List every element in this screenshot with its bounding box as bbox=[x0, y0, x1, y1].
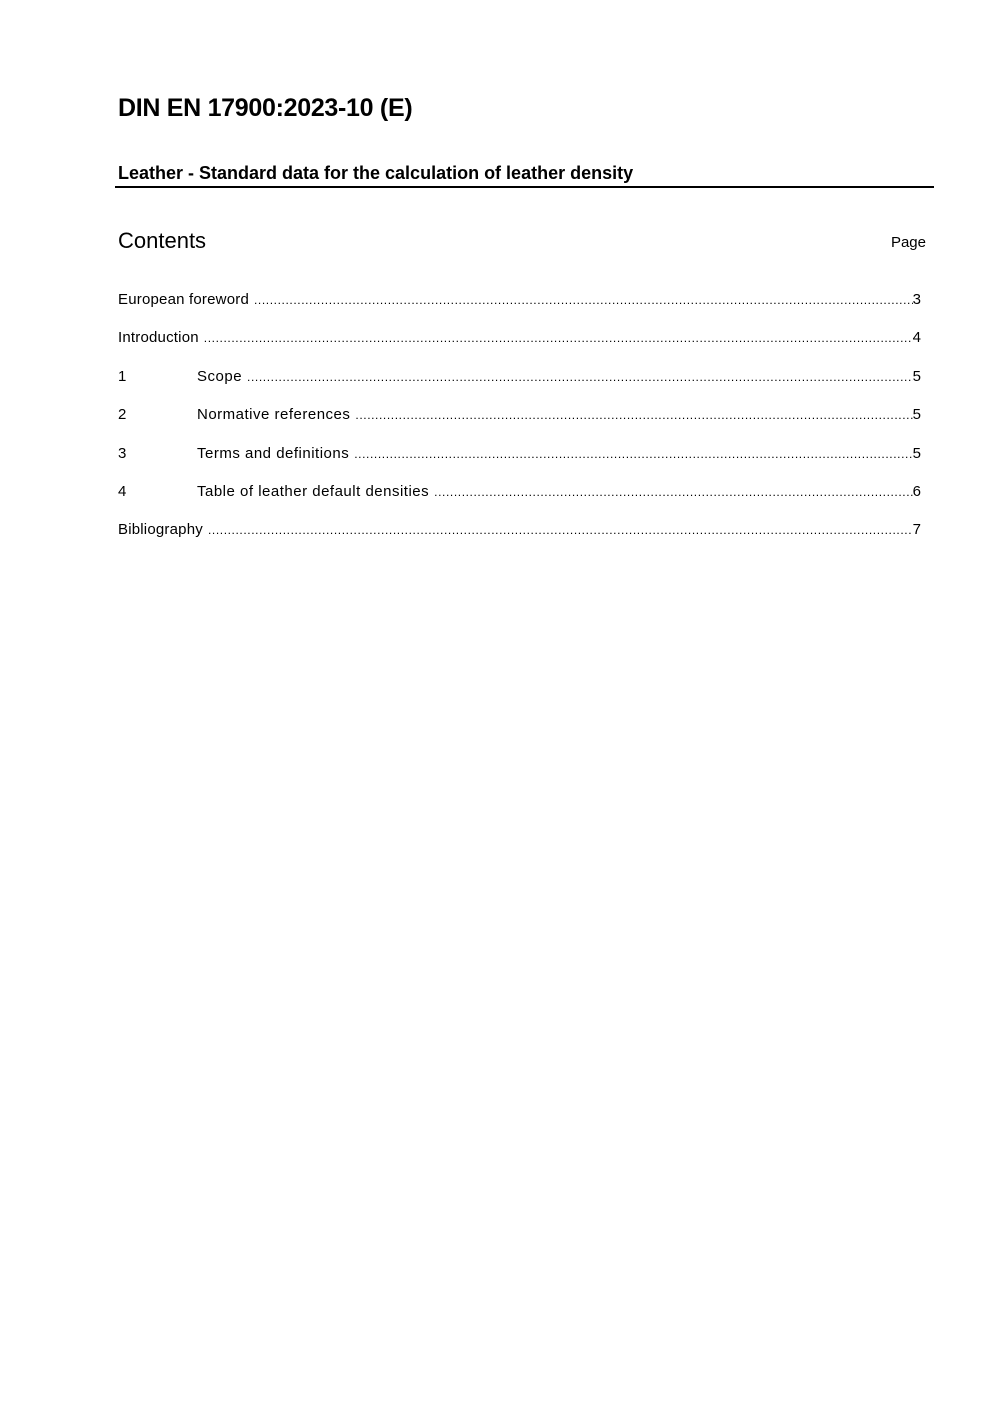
toc-entry-label: Normative references bbox=[197, 406, 351, 424]
toc-dot-leader bbox=[354, 447, 912, 461]
page-column-heading: Page bbox=[890, 234, 926, 251]
toc-entry-bibliography[interactable] bbox=[118, 521, 921, 559]
toc-entry-number: 1 bbox=[118, 367, 127, 385]
toc-entry-label: European foreword bbox=[118, 291, 249, 308]
toc-dot-leader bbox=[204, 331, 913, 345]
toc-dot-leader bbox=[247, 370, 913, 384]
contents-heading: Contents bbox=[118, 228, 207, 253]
toc-entry-page: 5 bbox=[912, 444, 921, 462]
toc-dot-leader bbox=[254, 293, 913, 307]
toc-entry-label: Introduction bbox=[118, 329, 199, 347]
toc-entry-page: 5 bbox=[912, 367, 921, 385]
toc-entry-label: Scope bbox=[197, 367, 243, 385]
toc-entry-page: 4 bbox=[912, 329, 921, 347]
table-of-contents bbox=[118, 291, 921, 560]
toc-entry-label: Terms and definitions bbox=[197, 444, 350, 462]
toc-entry-european-foreword[interactable] bbox=[118, 291, 921, 329]
title-underline-rule bbox=[115, 186, 934, 188]
toc-entry-page: 6 bbox=[912, 482, 921, 500]
toc-entry-normative-references[interactable] bbox=[118, 406, 921, 444]
document-title: Leather - Standard data for the calculation of leather density bbox=[118, 163, 634, 183]
toc-entry-number: 3 bbox=[118, 444, 127, 462]
document-id: DIN EN 17900:2023-10 (E) bbox=[118, 94, 413, 122]
toc-entry-label: Table of leather default densities bbox=[197, 482, 430, 500]
toc-dot-leader bbox=[208, 523, 913, 537]
toc-entry-table-of-leather-default-densities[interactable] bbox=[118, 483, 921, 521]
toc-entry-terms-and-definitions[interactable] bbox=[118, 445, 921, 483]
toc-entry-page: 7 bbox=[912, 521, 921, 539]
toc-entry-label: Bibliography bbox=[118, 521, 203, 539]
toc-entry-page: 3 bbox=[912, 291, 921, 308]
toc-entry-scope[interactable] bbox=[118, 368, 921, 406]
toc-entry-introduction[interactable] bbox=[118, 329, 921, 367]
toc-entry-number: 2 bbox=[118, 406, 127, 424]
toc-dot-leader bbox=[355, 408, 912, 422]
toc-dot-leader bbox=[434, 485, 913, 499]
toc-entry-number: 4 bbox=[118, 482, 127, 500]
toc-entry-page: 5 bbox=[912, 406, 921, 424]
